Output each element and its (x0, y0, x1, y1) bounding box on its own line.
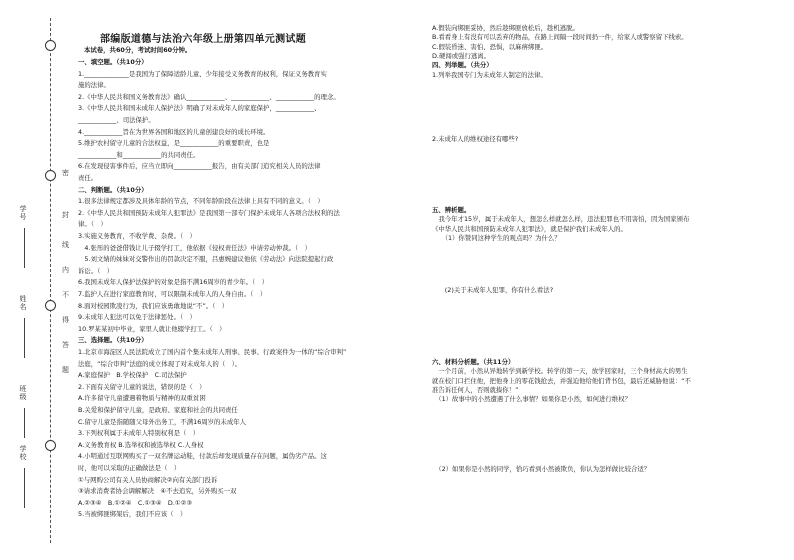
question-line: 3.下列权利属于未成年人特别权利是（ ） (78, 429, 200, 438)
seal-char: 答 (62, 341, 69, 349)
question-line: 1.______________是我国为了保障适龄儿童、少年接受义务教育的权利，保证义务教育实 (78, 69, 327, 78)
question-line: ____________、司法保护。 (78, 116, 155, 124)
student-number-label: 学号 (19, 205, 27, 221)
question-line: 诉讼。（ ） (78, 266, 114, 275)
student-number-field[interactable] (24, 228, 25, 268)
question-line: 就在校门口拦住他，把他身上的零花钱抢去，并强迫他给他们背书包，最后还威胁他说：“不 (432, 376, 691, 385)
question-line: 9.未成年人犯法可以免于法律惩处。（ ） (78, 313, 196, 322)
question-line: D.硬闯或强行逃离。 (432, 51, 491, 60)
question-line: 时，他可以采取的正确做法是（ ） (78, 464, 181, 472)
question-line: ③请求消费者协会调解解决 ④不去追究，另外购买一双 (78, 487, 237, 496)
question-line: 4.小明通过互联网购买了一双名牌运动鞋，付款后却发现质量存在问题，属伪劣产品。这 (78, 452, 327, 461)
seal-char: 不 (62, 291, 69, 299)
exam-meta (84, 46, 424, 55)
question-line: B.看看身上有没有可以丢弃的物品，在路上间隔一段时间扔一件，给家人或警察留下线索。 (432, 33, 688, 42)
question-line: 5.维护农村留守儿童的合法权益，是____________的重要职责，也是 (78, 139, 270, 148)
question-line: 准告诉任何人，否则就揍你！” (432, 385, 519, 394)
question-line: 法庭，“综合审判”法庭的成立体现了对未成年人的（ ）。 (78, 359, 242, 368)
section-heading: 三、选择题。（共10分） (78, 336, 148, 345)
question-line: 责任。 (78, 174, 98, 182)
question-line: 1.列举我国专门为未成年人制定的法律。 (432, 70, 547, 79)
question-line: A.义务教育权 B.选举权和被选举权 C.人身权 (78, 440, 204, 449)
question-line: 2.《中华人民共和国义务教育法》确认____________、____________、____________的理念。 (78, 92, 340, 101)
question-line: 4.____________旨在为世界各国和地区的儿童创建良好的成长环境。 (78, 127, 270, 136)
question-line: 4.张彤的爸爸借钱让儿子辍学打工，他依据《侵权责任法》申请劳动仲裁。（ ） (78, 243, 311, 252)
question-line: 2.下面有关留守儿童的说法，错误的是（ ） (78, 382, 206, 391)
section-heading: 六、材料分析题。（共11分） (432, 358, 515, 366)
section-heading: 二、判断题。（共10分） (78, 185, 148, 194)
question-line: （2）如果你是小然的同学，恰巧看到小然被欺负，你认为怎样做比较合适？ (432, 465, 651, 473)
question-line: 10.罗某某初中毕业，家里人就让他辍学打工。（ ） (78, 324, 226, 333)
question-line: （1）故事中的小然遭遇了什么事情？如果你是小然，如何进行维权？ (432, 395, 631, 404)
seal-char: 得 (62, 316, 69, 324)
question-line: 律。（ ） (78, 220, 107, 229)
question-line: B.关爱和保护留守儿童，是政府、家庭和社会的共同责任 (78, 406, 238, 414)
section-heading: 四、列举题。（共分） (432, 61, 493, 70)
question-line: (2)关于未成年人犯罪，你有什么看法? (432, 286, 554, 294)
question-line: A.②③④ B.①②④ C.①③④ D.①②③ (78, 498, 193, 507)
question-line: 施的法律。 (78, 81, 110, 90)
question-line: 6.在发现侵害事件后，应当立即向____________报告，由有关部门追究相关人员的法律 (78, 162, 321, 171)
section-heading: 五、辨析题。 (432, 206, 471, 214)
question-line: 2.未成年人的维权途径有哪些? (432, 135, 519, 143)
question-line: 8.面对校园欺凌行为，我们应该勇敢地说“不”。（ ） (78, 301, 229, 310)
question-line: A.家庭保护 B.学校保护 C.司法保护 (78, 371, 187, 380)
school-label: 学校 (19, 445, 27, 461)
question-line: A.假装向绑匪妥协，然后趁绑匪放松后，趁机逃脱。 (432, 24, 579, 32)
binding-hole (45, 170, 56, 181)
question-line: 7.监护人在进行家庭教育时，可以限制未成年人的人身自由。（ ） (78, 290, 267, 298)
class-field[interactable] (24, 408, 25, 438)
class-label: 班级 (19, 385, 27, 401)
question-line: （1）你赞同这种学生的观点吗？为什么？ (432, 233, 561, 242)
binding-dashed-line (50, 18, 51, 543)
question-line: 2.《中华人民共和国预防未成年人犯罪法》是我国第一部专门保护未成年人各项合法权利的法 (78, 208, 340, 217)
binding-hole (45, 40, 56, 51)
exam-meta-text: 本试卷，共60分，考试时间60分钟。 (84, 46, 192, 54)
question-line: 6.我国未成年人保护法保护的对象是指不满16周岁的青少年。（ ） (78, 278, 268, 287)
school-field[interactable] (24, 468, 25, 508)
seal-char: 题 (62, 366, 69, 374)
question-line: 一个月前，小然从异地转学到新学校。转学的第一天，放学回家时，三个身材高大的男生 (432, 367, 688, 376)
question-line: ____________和____________的共同责任。 (78, 150, 200, 159)
question-line: A.许多留守儿童遭遇着物质与精神的双重贫困 (78, 394, 206, 403)
question-line: 3.《中华人民共和国未成年人保护法》明确了对未成年人的家庭保护，____________、 (78, 104, 321, 113)
question-line: C.留守儿童是指随随父母外出务工，不满16周岁的未成年人 (78, 417, 246, 426)
question-line: 3.实施义务教育，不收学费、杂费。（ ） (78, 232, 196, 240)
seal-char: 密 (62, 169, 69, 177)
question-line: 我今年才15岁，属于未成年人，想怎么样就怎么样，违法犯罪也不用害怕，因为国家颁布 (432, 215, 690, 224)
seal-char: 内 (62, 266, 69, 274)
question-line: 5.刘文婧的妹妹对交警作出的罚款决定不服，吕惠婉建议他依《劳动法》向法院提起行政 (78, 255, 334, 264)
name-field[interactable] (24, 318, 25, 358)
question-line: 5.当被绑匪绑架后，我们不应该（ ） (78, 510, 187, 519)
question-line: 《中华人民共和国预防未成年人犯罪法》，就是保护我们未成年人的。 (432, 224, 627, 233)
section-heading: 一、填空题。（共10分） (78, 58, 148, 66)
seal-char: 线 (62, 241, 69, 249)
exam-title: 部编版道德与法治六年级上册第四单元测试题 (100, 34, 306, 45)
question-line: ①与网购公司有关人员协商解决②向有关部门投诉 (78, 475, 218, 484)
name-label: 姓名 (19, 295, 27, 311)
question-line: 1.北京市海淀区人民法院成立了国内首个集未成年人刑事、民事、行政案件为一体的“综合审判” (78, 348, 347, 356)
binding-hole (45, 300, 56, 311)
seal-char: 封 (62, 211, 69, 219)
binding-hole (45, 440, 56, 451)
question-line: 1.很多法律规定都涉及具体年龄的节点，不同年龄阶段在法律上具有不同的意义。（ ） (78, 197, 324, 206)
question-line: C.假装昏迷、害怕、恐惧，以麻痹绑匪。 (432, 42, 548, 51)
